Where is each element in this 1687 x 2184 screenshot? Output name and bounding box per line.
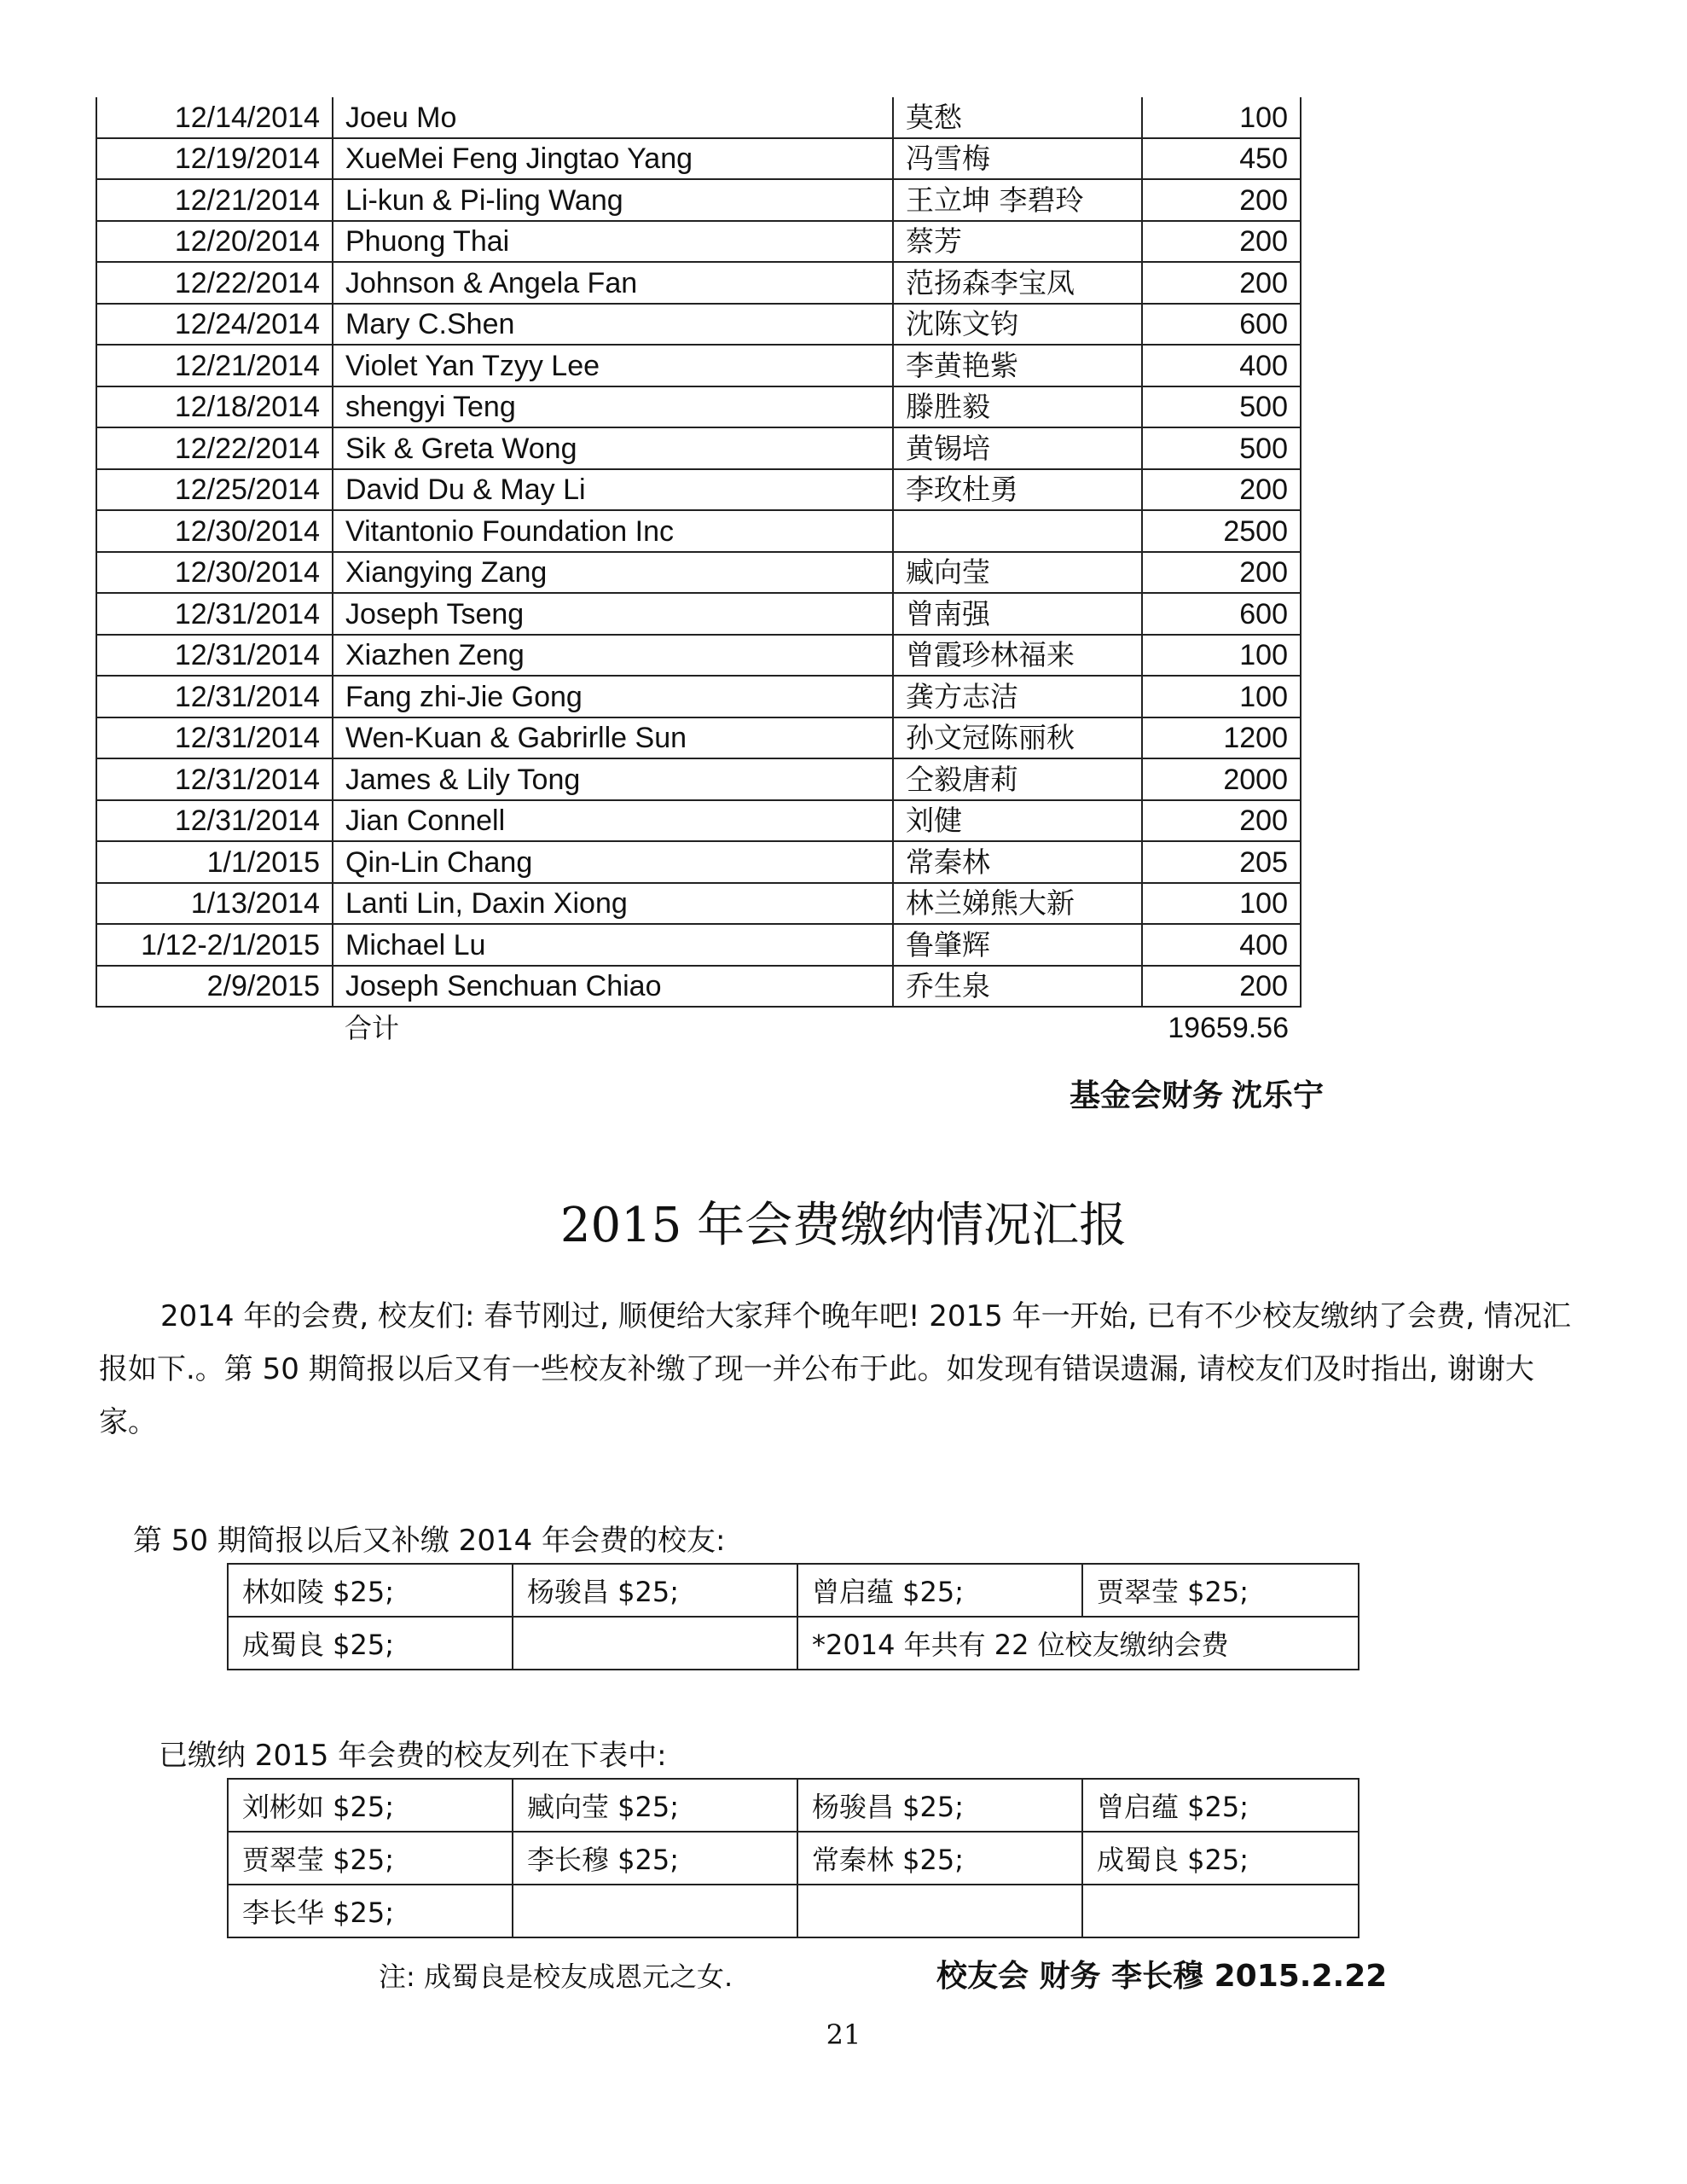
donation-date: 12/31/2014 xyxy=(96,676,333,717)
donor-name: XueMei Feng Jingtao Yang xyxy=(333,138,893,180)
donation-row xyxy=(96,676,1301,717)
donation-date: 12/31/2014 xyxy=(96,717,333,759)
donation-amount: 400 xyxy=(1142,924,1301,966)
fees-2014-table xyxy=(227,1563,1359,1670)
donation-date: 12/19/2014 xyxy=(96,138,333,180)
donor-chinese-name: 黄锡培 xyxy=(893,427,1142,469)
donation-date: 12/20/2014 xyxy=(96,221,333,263)
donation-date: 12/30/2014 xyxy=(96,510,333,552)
donor-name: shengyi Teng xyxy=(333,386,893,428)
donor-chinese-name: 乔生泉 xyxy=(893,966,1142,1008)
fees-2015-table xyxy=(227,1778,1359,1938)
donation-amount: 600 xyxy=(1142,593,1301,635)
donation-row xyxy=(96,635,1301,677)
donation-amount: 200 xyxy=(1142,179,1301,221)
donation-amount: 100 xyxy=(1142,635,1301,677)
donor-name: James & Lily Tong xyxy=(333,758,893,800)
donation-amount: 205 xyxy=(1142,841,1301,883)
fee-cell: 贾翠莹 $25; xyxy=(1082,1564,1359,1617)
donor-name: Violet Yan Tzyy Lee xyxy=(333,345,893,386)
donation-date: 1/13/2014 xyxy=(96,883,333,925)
total-value: 19659.56 xyxy=(1168,1011,1289,1044)
donation-date: 12/18/2014 xyxy=(96,386,333,428)
donation-amount: 200 xyxy=(1142,800,1301,842)
report-paragraph xyxy=(99,1290,1583,1449)
donation-row xyxy=(96,262,1301,304)
donation-date: 12/31/2014 xyxy=(96,635,333,677)
fee-cell: 贾翠莹 $25; xyxy=(228,1832,513,1885)
donation-table xyxy=(96,97,1301,1048)
donation-amount: 200 xyxy=(1142,966,1301,1008)
donor-chinese-name: 冯雪梅 xyxy=(893,138,1142,180)
donation-amount: 100 xyxy=(1142,883,1301,925)
donor-chinese-name: 李玫杜勇 xyxy=(893,469,1142,511)
donor-name: Xiangying Zang xyxy=(333,552,893,594)
donor-name: Joseph Senchuan Chiao xyxy=(333,966,893,1008)
report-paragraph-text: 2014 年的会费, 校友们: 春节刚过, 顺便给大家拜个晚年吧! 2015 年一开始, 已有不少校友缴纳了会费, 情况汇报如下.。第 50 期简报以后又有一些校友补缴了现一并公布于此。如发现有错误遗漏, 请校友们及时指出, 谢谢大家。 xyxy=(99,1299,1571,1439)
foundation-signature: 基金会财务 沈乐宁 xyxy=(1070,1077,1325,1112)
donation-date: 1/12-2/1/2015 xyxy=(96,924,333,966)
donation-row xyxy=(96,593,1301,635)
donation-row xyxy=(96,717,1301,759)
fee-cell xyxy=(513,1617,797,1670)
donation-amount: 100 xyxy=(1142,676,1301,717)
donor-name: Fang zhi-Jie Gong xyxy=(333,676,893,717)
donor-name: Wen-Kuan & Gabrirlle Sun xyxy=(333,717,893,759)
fee-cell: 杨骏昌 $25; xyxy=(797,1779,1082,1832)
donor-name: Xiazhen Zeng xyxy=(333,635,893,677)
fee-row xyxy=(228,1832,1359,1885)
donation-row xyxy=(96,924,1301,966)
donation-amount: 450 xyxy=(1142,138,1301,180)
fee-cell: 常秦林 $25; xyxy=(797,1832,1082,1885)
fee-row xyxy=(228,1617,1359,1670)
donor-name: Joeu Mo xyxy=(333,97,893,138)
donation-row xyxy=(96,179,1301,221)
report-title: 2015 年会费缴纳情况汇报 xyxy=(559,1198,1128,1253)
donor-name: Joseph Tseng xyxy=(333,593,893,635)
donor-name: Li-kun & Pi-ling Wang xyxy=(333,179,893,221)
donor-name: Qin-Lin Chang xyxy=(333,841,893,883)
donation-row xyxy=(96,966,1301,1008)
total-label: 合计 xyxy=(345,1011,400,1044)
page-number: 21 xyxy=(826,2018,861,2051)
fee-cell: 臧向莹 $25; xyxy=(513,1779,797,1832)
note: 注: 成蜀良是校友成恩元之女. xyxy=(379,1960,733,1993)
donation-date: 12/31/2014 xyxy=(96,593,333,635)
donation-date: 12/14/2014 xyxy=(96,97,333,138)
donor-name: Vitantonio Foundation Inc xyxy=(333,510,893,552)
donation-row xyxy=(96,97,1301,138)
donation-row xyxy=(96,427,1301,469)
fee-cell xyxy=(1082,1885,1359,1937)
donation-row xyxy=(96,469,1301,511)
donor-chinese-name: 孙文冠陈丽秋 xyxy=(893,717,1142,759)
donor-name: Jian Connell xyxy=(333,800,893,842)
donation-amount: 100 xyxy=(1142,97,1301,138)
total-spacer xyxy=(96,1007,333,1048)
donor-name: David Du & May Li xyxy=(333,469,893,511)
donation-date: 12/25/2014 xyxy=(96,469,333,511)
donation-date: 12/22/2014 xyxy=(96,262,333,304)
donation-row xyxy=(96,304,1301,346)
donation-amount: 200 xyxy=(1142,221,1301,263)
donor-name: Michael Lu xyxy=(333,924,893,966)
donation-row xyxy=(96,510,1301,552)
donation-amount: 200 xyxy=(1142,552,1301,594)
donor-chinese-name: 沈陈文钧 xyxy=(893,304,1142,346)
donation-row xyxy=(96,221,1301,263)
donor-name: Sik & Greta Wong xyxy=(333,427,893,469)
fee-cell xyxy=(797,1885,1082,1937)
donor-chinese-name: 臧向莹 xyxy=(893,552,1142,594)
donor-chinese-name: 龚方志洁 xyxy=(893,676,1142,717)
donation-date: 12/30/2014 xyxy=(96,552,333,594)
donor-chinese-name: 林兰娣熊大新 xyxy=(893,883,1142,925)
donor-chinese-name: 范扬森李宝凤 xyxy=(893,262,1142,304)
donor-chinese-name: 莫愁 xyxy=(893,97,1142,138)
donation-date: 12/31/2014 xyxy=(96,800,333,842)
donation-date: 12/31/2014 xyxy=(96,758,333,800)
donation-amount: 500 xyxy=(1142,386,1301,428)
donor-chinese-name: 李黄艳紫 xyxy=(893,345,1142,386)
donor-chinese-name: 仝毅唐莉 xyxy=(893,758,1142,800)
donor-chinese-name: 王立坤 李碧玲 xyxy=(893,179,1142,221)
donation-date: 2/9/2015 xyxy=(96,966,333,1008)
fee-cell: 曾启蕴 $25; xyxy=(1082,1779,1359,1832)
donation-row xyxy=(96,841,1301,883)
donation-amount: 2000 xyxy=(1142,758,1301,800)
donation-amount: 600 xyxy=(1142,304,1301,346)
donation-amount: 2500 xyxy=(1142,510,1301,552)
donation-row xyxy=(96,883,1301,925)
donor-name: Lanti Lin, Daxin Xiong xyxy=(333,883,893,925)
donor-chinese-name: 曾南强 xyxy=(893,593,1142,635)
donation-amount: 200 xyxy=(1142,469,1301,511)
donation-row xyxy=(96,138,1301,180)
total-row xyxy=(96,1007,1301,1048)
caption-2014: 第 50 期简报以后又补缴 2014 年会费的校友: xyxy=(133,1524,726,1558)
fee-cell: 成蜀良 $25; xyxy=(228,1617,513,1670)
donation-row xyxy=(96,800,1301,842)
donor-chinese-name xyxy=(893,510,1142,552)
donation-amount: 500 xyxy=(1142,427,1301,469)
donation-date: 12/24/2014 xyxy=(96,304,333,346)
fee-cell xyxy=(513,1885,797,1937)
donation-date: 12/22/2014 xyxy=(96,427,333,469)
caption-2015: 已缴纳 2015 年会费的校友列在下表中: xyxy=(159,1739,667,1773)
donation-row xyxy=(96,552,1301,594)
donor-chinese-name: 鲁肇辉 xyxy=(893,924,1142,966)
donation-row xyxy=(96,345,1301,386)
fee-cell: 刘彬如 $25; xyxy=(228,1779,513,1832)
donation-date: 12/21/2014 xyxy=(96,345,333,386)
donation-row xyxy=(96,758,1301,800)
alumni-signature: 校友会 财务 李长穆 2015.2.22 xyxy=(936,1959,1388,1994)
fee-row xyxy=(228,1779,1359,1832)
donor-chinese-name: 常秦林 xyxy=(893,841,1142,883)
donor-chinese-name: 曾霞珍林福来 xyxy=(893,635,1142,677)
donor-name: Phuong Thai xyxy=(333,221,893,263)
fee-cell: 曾启蕴 $25; xyxy=(797,1564,1082,1617)
fee-cell: 李长华 $25; xyxy=(228,1885,513,1937)
donor-chinese-name: 滕胜毅 xyxy=(893,386,1142,428)
fee-cell: 成蜀良 $25; xyxy=(1082,1832,1359,1885)
donation-amount: 400 xyxy=(1142,345,1301,386)
donation-table-body xyxy=(96,97,1301,1048)
fee-cell: *2014 年共有 22 位校友缴纳会费 xyxy=(797,1617,1359,1670)
donation-amount: 1200 xyxy=(1142,717,1301,759)
donation-date: 1/1/2015 xyxy=(96,841,333,883)
fee-cell: 李长穆 $25; xyxy=(513,1832,797,1885)
donation-row xyxy=(96,386,1301,428)
fee-row xyxy=(228,1885,1359,1937)
donor-chinese-name: 刘健 xyxy=(893,800,1142,842)
fee-row xyxy=(228,1564,1359,1617)
fee-cell: 杨骏昌 $25; xyxy=(513,1564,797,1617)
donor-chinese-name: 蔡芳 xyxy=(893,221,1142,263)
fee-cell: 林如陵 $25; xyxy=(228,1564,513,1617)
donor-name: Johnson & Angela Fan xyxy=(333,262,893,304)
donation-amount: 200 xyxy=(1142,262,1301,304)
total-spacer xyxy=(893,1007,1142,1048)
donation-date: 12/21/2014 xyxy=(96,179,333,221)
donor-name: Mary C.Shen xyxy=(333,304,893,346)
